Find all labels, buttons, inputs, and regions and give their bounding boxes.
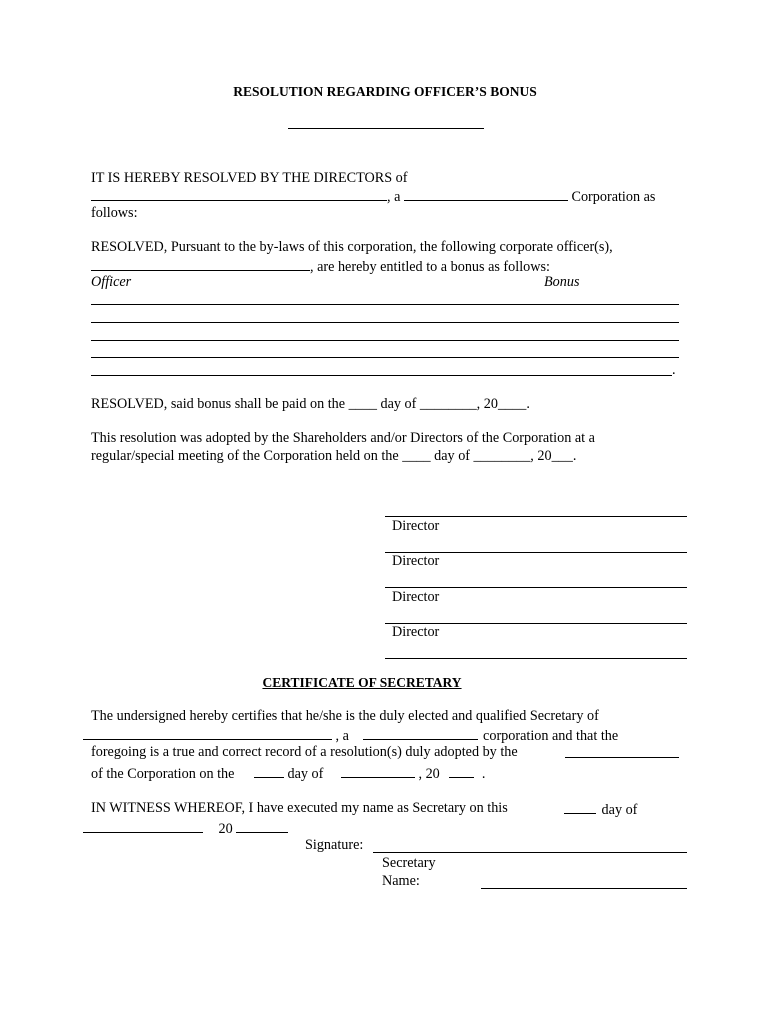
certificate-corporation-and-text: corporation and that the [483,728,619,744]
director-signature-line[interactable] [385,587,687,588]
secretary-signature-line[interactable] [373,852,687,853]
bonus-entry-line[interactable] [91,340,679,341]
witness-date-line [83,819,288,838]
witness-day-of-text: day of [601,802,638,818]
bonus-end-period: . [672,362,676,378]
officers-line [91,257,550,276]
of-corporation-on-text: of the Corporation on the [91,766,235,782]
witness-day-blank-wrap [564,800,637,819]
document-title: RESOLUTION REGARDING OFFICER’S BONUS [233,84,537,99]
adoption-text-line1: This resolution was adopted by the Shareholders and/or Directors of the Corporation at a [91,430,595,446]
officer-column-header: Officer [91,274,132,290]
certificate-year-blank[interactable] [449,764,474,778]
corporation-name-line [91,187,655,206]
director-label: Director [392,518,440,534]
director-label: Director [392,553,440,569]
witness-text: IN WITNESS WHEREOF, I have executed my name as Secretary on this [91,800,508,816]
bonus-entry-line[interactable] [91,304,679,305]
certificate-text-line1: The undersigned hereby certifies that he/she is the duly elected and qualified Secretary of [91,708,599,724]
resolved-by-directors-text: IT IS HEREBY RESOLVED BY THE DIRECTORS of [91,170,408,186]
certificate-year-prefix: , 20 [418,766,440,782]
bonus-payment-date-text: RESOLVED, said bonus shall be paid on the ____ day of ________, 20____. [91,396,530,412]
certificate-date-period: . [481,766,486,782]
certificate-text-line3: foregoing is a true and correct record of a resolution(s) duly adopted by the [91,744,518,760]
director-label: Director [392,624,440,640]
follows-text: follows: [91,205,138,221]
comma-a-text: , a [387,189,401,205]
director-signature-line[interactable] [385,658,687,659]
officers-blank[interactable] [91,257,310,271]
witness-year-prefix: 20 [218,821,233,837]
bonus-entry-line[interactable] [91,375,672,376]
certificate-state-blank[interactable] [363,726,478,740]
bonus-entry-line[interactable] [91,322,679,323]
certificate-day-blank[interactable] [254,764,284,778]
corporation-name-blank[interactable] [91,187,387,201]
witness-day-blank[interactable] [564,800,596,814]
certificate-comma-a: , a [335,728,349,744]
state-blank[interactable] [404,187,568,201]
corporation-as-text: Corporation as [571,189,656,205]
witness-month-blank[interactable] [83,819,203,833]
witness-year-blank[interactable] [236,819,288,833]
resolved-bylaws-text: RESOLVED, Pursuant to the by-laws of this corporation, the following corporate officer(s), [91,239,613,255]
certificate-date-line [91,764,485,783]
adopting-body-blank-wrap [565,744,679,763]
bonus-entry-line[interactable] [91,357,679,358]
certificate-corporation-blank[interactable] [83,726,332,740]
secretary-label: Secretary [382,855,436,871]
adopting-body-blank[interactable] [565,744,679,758]
director-label: Director [392,589,440,605]
certificate-month-blank[interactable] [341,764,415,778]
certificate-title: CERTIFICATE OF SECRETARY [262,675,462,690]
secretary-name-line[interactable] [481,888,687,889]
director-signature-line[interactable] [385,516,687,517]
certificate-day-of-text: day of [287,766,324,782]
signature-label: Signature: [305,837,364,853]
name-label: Name: [382,873,420,889]
certificate-corporation-line [83,726,618,745]
adoption-text-line2: regular/special meeting of the Corporation held on the ____ day of ________, 20___. [91,448,577,464]
title-date-blank[interactable] [288,128,484,129]
bonus-column-header: Bonus [544,274,580,290]
entitled-bonus-text: , are hereby entitled to a bonus as follows: [310,259,550,275]
